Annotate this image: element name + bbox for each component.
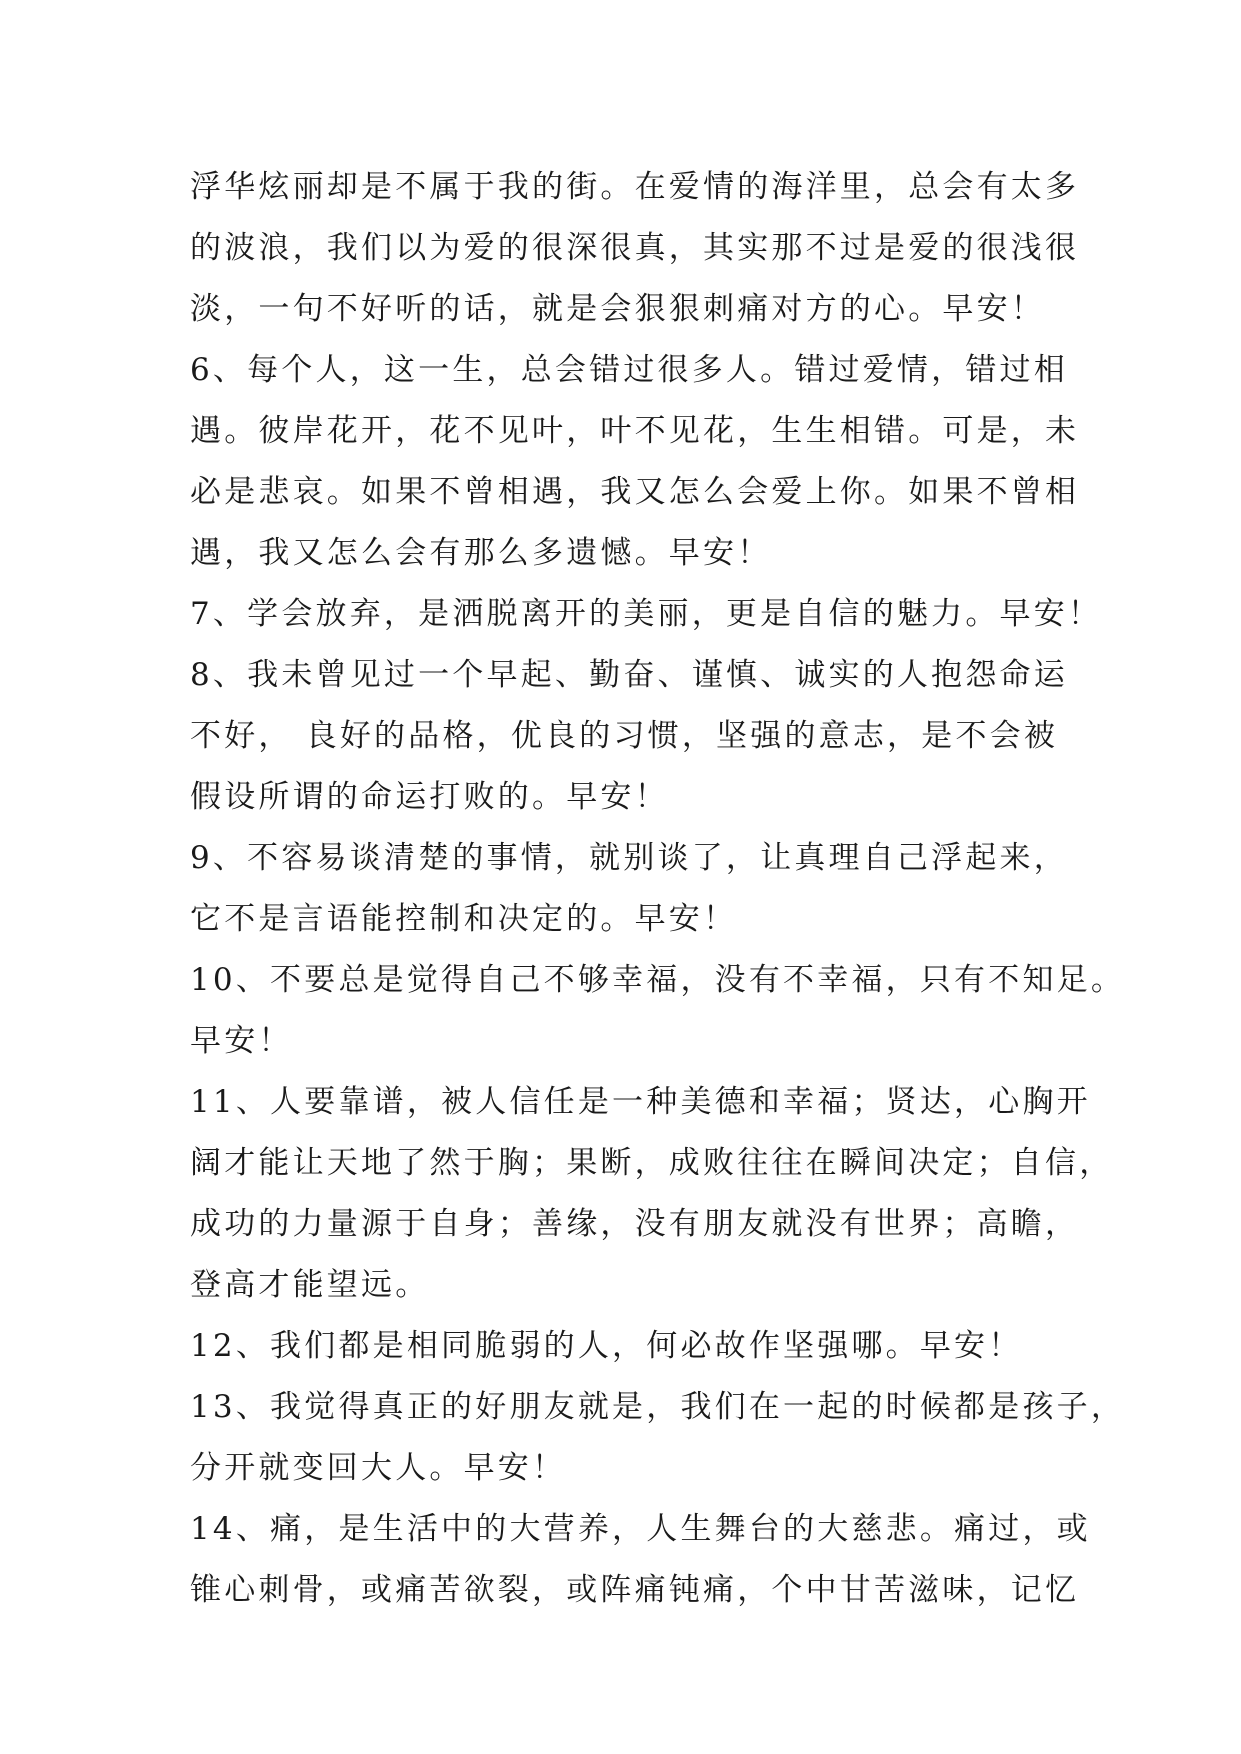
text-line: 它不是言语能控制和决定的。早安！ — [190, 901, 738, 937]
text-line: 必是悲哀。如果不曾相遇，我又怎么会爱上你。如果不曾相 — [190, 474, 1080, 510]
text-line: 遇，我又怎么会有那么多遗憾。早安！ — [190, 535, 772, 571]
text-line: 10、不要总是觉得自己不够幸福，没有不幸福，只有不知足。 — [190, 962, 1126, 998]
text-line: 阔才能让天地了然于胸；果断，成败往往在瞬间决定；自信， — [190, 1145, 1114, 1181]
text-line: 11、人要靠谱，被人信任是一种美德和幸福；贤达，心胸开 — [190, 1084, 1091, 1120]
text-line: 7、学会放弃，是洒脱离开的美丽，更是自信的魅力。早安！ — [190, 596, 1103, 632]
document-body — [190, 157, 1126, 1621]
text-line: 13、我觉得真正的好朋友就是，我们在一起的时候都是孩子， — [190, 1389, 1126, 1425]
text-line: 9、不容易谈清楚的事情，就别谈了，让真理自己浮起来， — [190, 840, 1068, 876]
text-line: 早安！ — [190, 1023, 293, 1059]
text-line: 成功的力量源于自身；善缘，没有朋友就没有世界；高瞻， — [190, 1206, 1080, 1242]
text-line: 的波浪，我们以为爱的很深很真，其实那不过是爱的很浅很 — [190, 230, 1080, 266]
text-line: 6、每个人，这一生，总会错过很多人。错过爱情，错过相 — [190, 352, 1068, 388]
text-line: 分开就变回大人。早安！ — [190, 1450, 567, 1486]
text-line: 登高才能望远。 — [190, 1267, 430, 1303]
text-line: 14、痛，是生活中的大营养，人生舞台的大慈悲。痛过，或 — [190, 1511, 1091, 1547]
text-line: 锥心刺骨，或痛苦欲裂，或阵痛钝痛，个中甘苦滋味，记忆 — [190, 1572, 1080, 1608]
text-line: 12、我们都是相同脆弱的人，何必故作坚强哪。早安！ — [190, 1328, 1023, 1364]
text-line: 浮华炫丽却是不属于我的街。在爱情的海洋里，总会有太多 — [190, 169, 1080, 205]
text-line: 遇。彼岸花开，花不见叶，叶不见花，生生相错。可是，未 — [190, 413, 1080, 449]
text-line: 淡，一句不好听的话，就是会狠狠刺痛对方的心。早安！ — [190, 291, 1045, 327]
text-line: 假设所谓的命运打败的。早安！ — [190, 779, 669, 815]
text-line: 不好， 良好的品格，优良的习惯，坚强的意志，是不会被 — [190, 718, 1059, 754]
text-line: 8、我未曾见过一个早起、勤奋、谨慎、诚实的人抱怨命运 — [190, 657, 1068, 693]
